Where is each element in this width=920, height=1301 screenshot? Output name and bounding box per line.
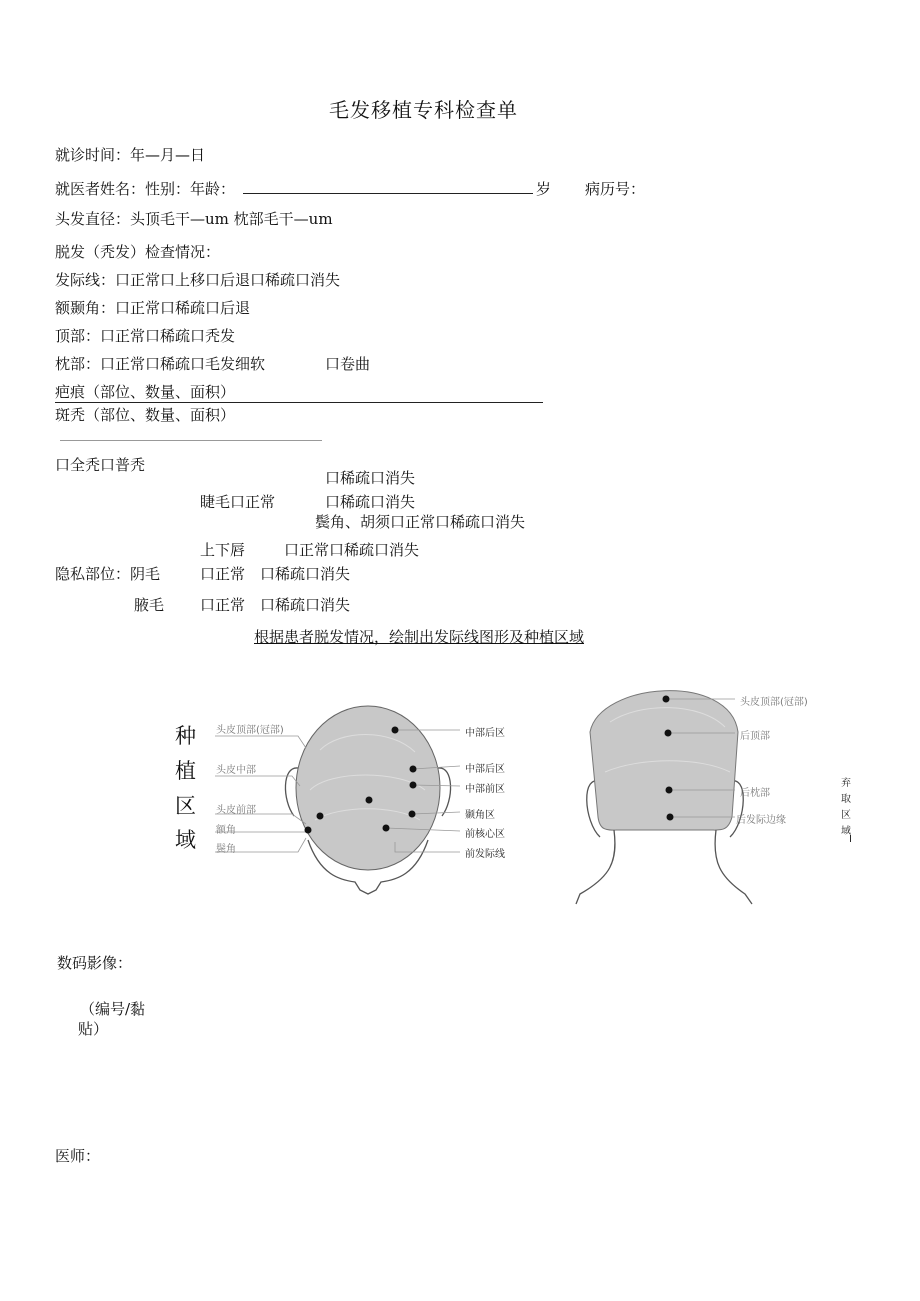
back-label-crown: 头皮顶部(冠部) [740, 697, 808, 708]
pubic-options: 口正常 口稀疏口消失 [200, 565, 351, 583]
paste-note-line-1: （编号/黏 [80, 1000, 146, 1018]
axilla-label: 腋毛 [134, 596, 165, 614]
label-crown: 头皮顶部(冠部) [216, 725, 284, 736]
page-title: 毛发移植专科检查单 [329, 98, 518, 122]
visit-date: 就诊时间：年—月—日 [55, 146, 206, 164]
label-front-scalp: 头皮前部 [216, 805, 256, 816]
total-alopecia-row: 口全秃口普秃 [55, 456, 146, 474]
donor-char-5: I [849, 834, 852, 845]
digital-image-label: 数码影像： [57, 954, 133, 972]
patchy-underline [60, 440, 322, 441]
back-label-occipital: 后枕部 [740, 788, 770, 799]
axilla-options: 口正常 口稀疏口消失 [200, 596, 351, 614]
label-mid-rear-1: 中部后区 [465, 728, 505, 739]
label-forehead-corner: 额角 [216, 825, 236, 836]
private-area-label: 隐私部位：阴毛 [55, 565, 161, 583]
label-mid-scalp: 头皮中部 [216, 765, 256, 776]
zone-char-4: 域 [175, 828, 196, 852]
vertex-row: 顶部：口正常口稀疏口秃发 [55, 327, 236, 345]
exam-heading: 脱发（秃发）检查情况： [55, 243, 221, 261]
eyelash-label: 睫毛口正常 [200, 493, 276, 511]
name-label: 就医者姓名： [55, 180, 146, 198]
doctor-label: 医师： [55, 1147, 101, 1165]
patchy-alopecia-row: 斑秃（部位、数量、面积） [55, 406, 236, 424]
donor-char-4: 域 [841, 826, 851, 837]
occipital-row: 枕部：口正常口稀疏口毛发细软 [55, 355, 266, 373]
label-temporal: 颞角区 [465, 810, 495, 821]
age-unit: 岁 [536, 180, 552, 198]
zone-char-1: 种 [175, 724, 196, 748]
donor-char-3: 区 [841, 810, 851, 821]
temple-row: 额颞角：口正常口稀疏口后退 [55, 299, 251, 317]
lips-label: 上下唇 [200, 541, 246, 559]
donor-char-2: 取 [841, 794, 851, 805]
hair-diameter: 头发直径：头顶毛干—um 枕部毛干—um [55, 210, 333, 228]
drawing-instruction: 根据患者脱发情况，绘制出发际线图形及种植区域 [254, 628, 585, 646]
lips-options: 口正常口稀疏口消失 [284, 541, 420, 559]
zone-char-3: 区 [175, 794, 196, 818]
scar-underline [55, 402, 543, 403]
label-sideburn: 鬓角 [216, 844, 236, 855]
scar-row: 疤痕（部位、数量、面积） [55, 383, 236, 401]
zone-char-2: 植 [175, 759, 196, 783]
hairline-row: 发际线：口正常口上移口后退口稀疏口消失 [55, 271, 341, 289]
occipital-curly-option: 口卷曲 [325, 355, 371, 373]
label-mid-rear-2: 中部后区 [465, 764, 505, 775]
age-label: 年龄： [190, 180, 236, 198]
label-front-hairline: 前发际线 [465, 849, 505, 860]
record-number-label: 病历号： [585, 180, 646, 198]
label-mid-front: 中部前区 [465, 784, 505, 795]
back-label-rear-hairline: 后发际边缘 [736, 815, 786, 826]
sex-label: 性别： [145, 180, 191, 198]
label-front-core: 前核心区 [465, 829, 505, 840]
eyebrow-options: 口稀疏口消失 [325, 469, 416, 487]
donor-char-1: 弃 [841, 778, 851, 789]
back-label-rear-top: 后顶部 [740, 731, 770, 742]
paste-note-line-2: 贴） [78, 1020, 109, 1038]
age-underline [243, 193, 533, 194]
sideburns-beard-row: 鬓角、胡须口正常口稀疏口消失 [315, 513, 526, 531]
patient-info [55, 178, 235, 199]
eyelash-options: 口稀疏口消失 [325, 493, 416, 511]
